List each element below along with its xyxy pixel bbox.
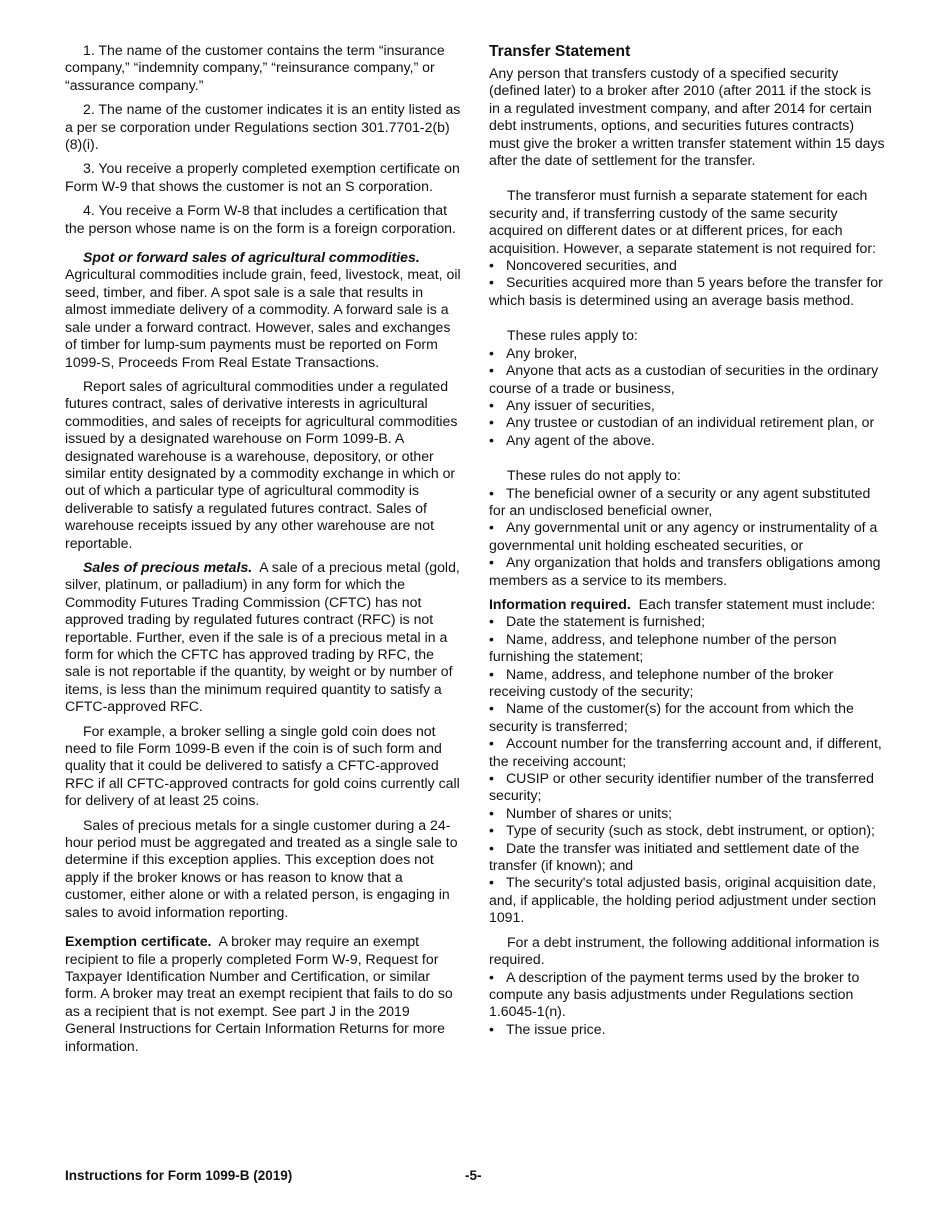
list-item: • Any governmental unit or any agency or instrumentality of a governmental unit holding escheated securities, or [489, 519, 878, 553]
transfer-intro-paragraph: Any person that transfers custody of a specified security (defined later) to a broker after 2010 (after 2011 if the stock is in a regulated investment company, and after 2014 for certain debt instruments, options, and securities futures contracts) must give the broker a written transfer statement within 15 days after the date of settlement for the transfer. [489, 65, 885, 169]
list-item: • Type of security (such as stock, debt instrument, or option); [489, 822, 875, 839]
list-item: • CUSIP or other security identifier number of the transferred security; [489, 770, 874, 804]
transfer-statement-title: Transfer Statement [489, 43, 631, 60]
list-item: • Any issuer of securities, [489, 396, 655, 413]
report-sales-paragraph: Report sales of agricultural commodities under a regulated futures contract, sales of derivative interests in agricultural commodities, and sales of receipts for agricultural commodities issued by a designated warehouse on Form 1099-B. A designated warehouse is a warehouse, depository, or other similar entity designated by a commodity exchange in which or out of which a particular type of agricultural commodity is deliverable to satisfy a regulated futures contract. Sales of warehouse receipts issued by any other warehouse are not reportable. [65, 377, 458, 551]
page-number: -5- [465, 1168, 482, 1183]
list-item: • Any broker, [489, 344, 578, 361]
information-required-paragraph [489, 596, 885, 613]
footer-form-title: Instructions for Form 1099-B (2019) [65, 1168, 293, 1183]
list-item: 2. The name of the customer indicates it is an entity listed as a per se corporation under Regulations section 301.7701-2(b)(8)(i). [65, 101, 461, 153]
list-item: • Any organization that holds and transfers obligations among members as a service to its members. [489, 554, 881, 588]
list-item: • Anyone that acts as a custodian of securities in the ordinary course of a trade or business, [489, 362, 879, 396]
left-column [65, 42, 462, 1055]
list-item: • Date the statement is furnished; [489, 613, 705, 630]
right-column [489, 42, 885, 1038]
precious-metals-heading: Sales of precious metals. [83, 558, 253, 575]
information-required-heading: Information required. [489, 595, 631, 612]
exemption-heading: Exemption certificate. [65, 933, 212, 950]
list-item: • Date the transfer was initiated and settlement date of the transfer (if known); and [489, 839, 860, 874]
list-item: 1. The name of the customer contains the term “insurance company,” “indemnity company,” “reinsurance company,” or “assurance company.” [65, 42, 445, 93]
list-item: • The issue price. [489, 1020, 606, 1037]
list-item: • Name of the customer(s) for the account from which the security is transferred; [489, 700, 854, 734]
exemption-text: A broker may require an exempt recipient to file a properly completed Form W-9, Request for Taxpayer Identification Number and Certification, or similar form. A broker may treat an exempt recipient that fails to do so as a recipient that is not exempt. See part J in the 2019 General Instructions for Certain Information Returns for more information. [65, 933, 453, 1054]
list-item: • Securities acquired more than 5 years before the transfer for which basis is determined using an average basis method. [489, 274, 883, 308]
list-item: 3. You receive a properly completed exemption certificate on Form W-9 that shows the customer is not an S corporation. [65, 160, 460, 194]
list-item: • Name, address, and telephone number of the broker receiving custody of the security; [489, 665, 834, 699]
list-item: 4. You receive a Form W-8 that includes a certification that the person whose name is on the form is a foreign corporation. [65, 202, 456, 236]
debt-instrument-paragraph: For a debt instrument, the following additional information is required. [489, 933, 880, 968]
list-item: • A description of the payment terms used by the broker to compute any basis adjustments under Regulations section 1.6045-1(n). [489, 968, 860, 1020]
example-paragraph: For example, a broker selling a single gold coin does not need to file Form 1099-B even if the coin is of such form and quality that it could be delivered to satisfy a CFTC-approved RFC if all CFTC-approved contracts for gold coins currently call for delivery of at least 25 coins. [65, 722, 460, 809]
exemption-paragraph [65, 933, 462, 1055]
aggregate-paragraph: Sales of precious metals for a single customer during a 24-hour period must be aggregated and treated as a single sale to determine if this exception applies. This exception does not apply if the broker knows or has reason to know that a customer, either alone or with a related person, is engaging in sales to avoid information reporting. [65, 816, 458, 920]
list-item: • The beneficial owner of a security or any agent substituted for an undisclosed beneficial owner, [489, 484, 871, 518]
list-item: • Number of shares or units; [489, 804, 673, 821]
precious-metals-text: A sale of a precious metal (gold, silver, platinum, or palladium) in any form for which the Commodity Futures Trading Commission (CFTC) has not approved trading by regulated futures contract (RFC) is not reportable. Further, even if the sale is of a precious metal in a form for which the CFTC has approved trading by RFC, the sale is not reportable if the quantity, by weight or by number of items, is less than the minimum required quantity to satisfy a CFTC-approved RFC. [65, 558, 460, 715]
spot-sales-paragraph [65, 249, 462, 371]
page-footer [65, 1168, 885, 1183]
information-required-text: Each transfer statement must include: [638, 595, 876, 612]
spot-sales-text: Agricultural commodities include grain, feed, livestock, meat, oil seed, timber, and fiber. A spot sale is a sale that results in almost immediate delivery of a commodity. A forward sale is a sale under a forward contract. However, sales and exchanges of timber for lump-sum payments must be reported on Form 1099-S, Proceeds From Real Estate Transactions. [65, 266, 461, 370]
separate-statement-paragraph: The transferor must furnish a separate statement for each security and, if transferring custody of the same security acquired on different dates or at different prices, for each acquisition. However, a separate statement is not required for: [489, 187, 876, 256]
list-item: • The security's total adjusted basis, original acquisition date, and, if applicable, the holding period adjustment under section 1091. [489, 874, 877, 926]
rules-apply-paragraph: These rules apply to: [507, 327, 638, 344]
list-item: • Name, address, and telephone number of the person furnishing the statement; [489, 630, 837, 665]
list-item: • Noncovered securities, and [489, 257, 677, 274]
spot-sales-heading: Spot or forward sales of agricultural commodities. [83, 249, 420, 266]
rules-not-apply-paragraph: These rules do not apply to: [507, 467, 681, 484]
list-item: • Any agent of the above. [489, 431, 655, 448]
list-item: • Any trustee or custodian of an individual retirement plan, or [489, 414, 875, 431]
precious-metals-paragraph [65, 559, 462, 716]
list-item: • Account number for the transferring account and, if different, the receiving account; [489, 735, 882, 769]
